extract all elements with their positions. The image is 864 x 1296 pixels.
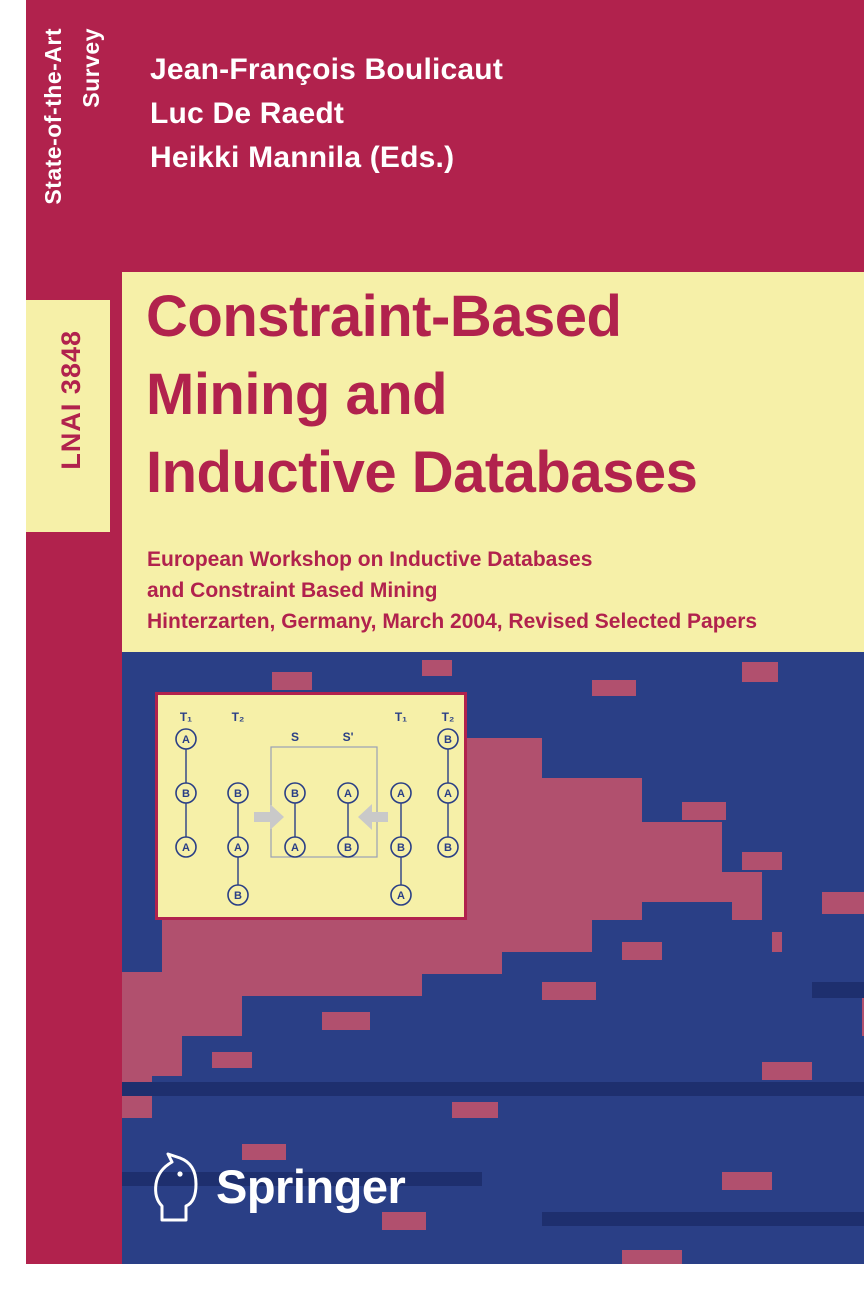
svg-text:A: A [344,788,352,800]
svg-text:A: A [182,842,190,854]
svg-text:B: B [444,842,452,854]
figure-diagram [158,695,464,917]
svg-text:B: B [344,842,352,854]
title-line: Mining and [146,362,448,427]
svg-text:B: B [397,842,405,854]
svg-text:S': S' [342,730,354,744]
svg-text:S: S [290,730,300,744]
svg-text:B: B [234,890,242,902]
editor-name: Luc De Raedt [150,97,345,130]
subtitle-line: European Workshop on Inductive Databases [147,548,593,571]
subtitle-line: Hinterzarten, Germany, March 2004, Revised Selected Papers [147,610,758,633]
svg-text:T₁: T₁ [394,710,408,724]
svg-text:B: B [182,788,190,800]
left-white-band [0,0,26,1296]
cover-figure [155,692,467,920]
svg-text:T₁: T₁ [179,710,193,724]
svg-text:T₂: T₂ [231,710,245,724]
editor-name: Jean-François Boulicaut [150,53,504,86]
svg-text:A: A [291,842,299,854]
series-label-state-of-the-art: State-of-the-Art [40,28,66,205]
publisher-logo [146,1150,405,1222]
svg-text:B: B [234,788,242,800]
svg-text:T₂: T₂ [441,710,455,724]
svg-text:B: B [291,788,299,800]
title-line: Constraint-Based [146,284,622,349]
publisher-name: Springer [216,1159,406,1213]
page-title [146,278,846,512]
svg-text:B: B [444,734,452,746]
series-code: LNAI 3848 [56,330,86,470]
left-arrow-icon [358,804,388,830]
svg-text:A: A [397,788,405,800]
title-line: Inductive Databases [146,440,698,505]
svg-text:A: A [444,788,452,800]
springer-knight-icon [146,1150,206,1222]
editors-block [150,48,810,180]
svg-text:A: A [234,842,242,854]
svg-text:A: A [182,734,190,746]
subtitle-line: and Constraint Based Mining [147,579,438,602]
editor-name: Heikki Mannila (Eds.) [150,141,455,174]
subtitle-block [147,544,847,637]
series-label-survey: Survey [78,28,104,108]
right-arrow-icon [254,804,284,830]
svg-text:A: A [397,890,405,902]
spine-strip-bottom [26,532,110,1296]
bottom-white-band [0,1264,864,1296]
